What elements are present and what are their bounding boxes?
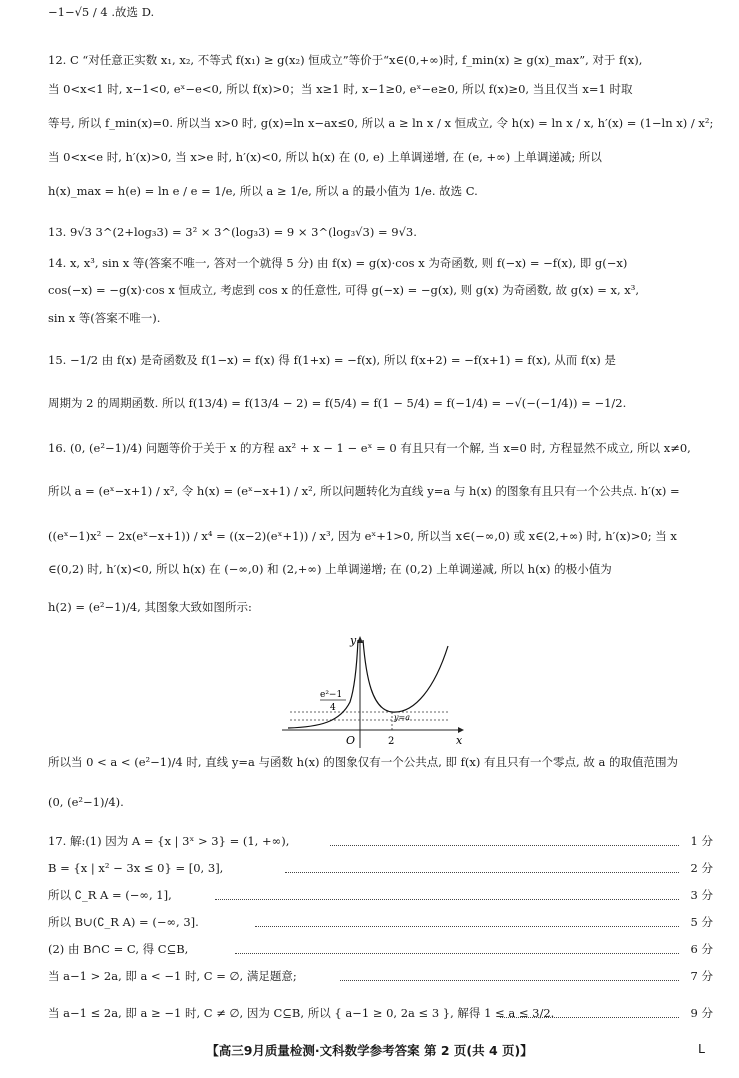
answer-line: 所以 ∁_R A = (−∞, 1],	[48, 888, 172, 902]
origin-label: O	[346, 734, 356, 747]
answer-line: 当 a−1 > 2a, 即 a < −1 时, C = ∅, 满足题意;	[48, 969, 297, 983]
score-mark: 2 分	[690, 861, 713, 875]
line-a-label: y=a	[394, 713, 410, 722]
y-axis-label: y	[350, 634, 357, 647]
answer-line: h(x)_max = h(e) = ln e / e = 1/e, 所以 a ≥ 1/e, 所以 a 的最小值为 1/e. 故选 C.	[48, 184, 478, 198]
corner-mark: L	[698, 1041, 705, 1056]
answer-line: (2) 由 B∩C = C, 得 C⊆B,	[48, 942, 189, 956]
answer-line: 所以 B∪(∁_R A) = (−∞, 3].	[48, 915, 199, 929]
answer-line: 当 a−1 ≤ 2a, 即 a ≥ −1 时, C ≠ ∅, 因为 C⊆B, 所以 { a−1 ≥ 0, 2a ≤ 3 }, 解得 1 ≤ a ≤ 3/2.	[48, 1006, 555, 1020]
answer-line: 周期为 2 的周期函数. 所以 f(13/4) = f(13/4 − 2) = f(5/4) = f(1 − 5/4) = f(−1/4) = −√(−(−1/4)) = −1/2.	[48, 396, 627, 410]
answer-line: 15. −1/2 由 f(x) 是奇函数及 f(1−x) = f(x) 得 f(1+x) = −f(x), 所以 f(x+2) = −f(x+1) = f(x), 从而 f(x) 是	[48, 353, 616, 367]
answer-line: 12. C “对任意正实数 x₁, x₂, 不等式 f(x₁) ≥ g(x₂) 恒成立”等价于“x∈(0,+∞)时, f_min(x) ≥ g(x)_max”, 对于 f(x),	[48, 53, 643, 67]
answer-line: 13. 9√3 3^(2+log₃3) = 3² × 3^(log₃3) = 9 × 3^(log₃√3) = 9√3.	[48, 225, 417, 239]
answer-line: ((eˣ−1)x² − 2x(eˣ−x+1)) / x⁴ = ((x−2)(eˣ+1)) / x³, 因为 eˣ+1>0, 所以当 x∈(−∞,0) 或 x∈(2,+∞) 时, h′(x)>0; 当 x	[48, 529, 677, 543]
dot-leader	[500, 1017, 679, 1018]
dot-leader	[285, 872, 679, 873]
answer-line: 所以当 0 < a < (e²−1)/4 时, 直线 y=a 与函数 h(x) 的图象仅有一个公共点, 即 f(x) 有且只有一个零点, 故 a 的取值范围为	[48, 755, 679, 769]
x-axis-arrow	[458, 727, 464, 733]
answer-line: 17. 解:(1) 因为 A = {x | 3ˣ > 3} = (1, +∞),	[48, 834, 290, 848]
answer-line: h(2) = (e²−1)/4, 其图象大致如图所示:	[48, 600, 252, 614]
dot-leader	[235, 953, 679, 954]
score-mark: 1 分	[690, 834, 713, 848]
left-branch	[288, 640, 358, 728]
dot-leader	[255, 926, 679, 927]
answer-line: 等号, 所以 f_min(x)=0. 所以当 x>0 时, g(x)=ln x−ax≤0, 所以 a ≥ ln x / x 恒成立, 令 h(x) = ln x / x, h′(x) = (1−ln x) / x²;	[48, 116, 714, 130]
dot-leader	[330, 845, 679, 846]
min-value-label-top: e²−1	[320, 690, 343, 700]
answer-line: ∈(0,2) 时, h′(x)<0, 所以 h(x) 在 (−∞,0) 和 (2,+∞) 上单调递增; 在 (0,2) 上单调递减, 所以 h(x) 的极小值为	[48, 562, 612, 576]
answer-line: cos(−x) = −g(x)·cos x 恒成立, 考虑到 cos x 的任意性, 可得 g(−x) = −g(x), 则 g(x) 为奇函数, 故 g(x) = x, x³,	[48, 283, 640, 297]
dot-leader	[340, 980, 679, 981]
answer-line: 当 0<x<e 时, h′(x)>0, 当 x>e 时, h′(x)<0, 所以 h(x) 在 (0, e) 上单调递增, 在 (e, +∞) 上单调递减; 所以	[48, 150, 602, 164]
answer-line: 14. x, x³, sin x 等(答案不唯一, 答对一个就得 5 分) 由 f(x) = g(x)·cos x 为奇函数, 则 f(−x) = −f(x), 即 g(−x)	[48, 256, 628, 270]
x-axis-label: x	[456, 734, 463, 747]
answer-line: sin x 等(答案不唯一).	[48, 311, 161, 325]
page-footer: 【高三9月质量检测·文科数学参考答案 第 2 页(共 4 页)】	[206, 1043, 533, 1058]
score-mark: 7 分	[690, 969, 713, 983]
answer-line: 当 0<x<1 时, x−1<0, eˣ−e<0, 所以 f(x)>0；当 x≥1 时, x−1≥0, eˣ−e≥0, 所以 f(x)≥0, 当且仅当 x=1 时取	[48, 82, 633, 96]
answer-line: −1−√5 / 4 .故选 D.	[48, 5, 155, 19]
dot-leader	[215, 899, 679, 900]
answer-line: B = {x | x² − 3x ≤ 0} = [0, 3],	[48, 861, 224, 875]
right-branch	[363, 640, 448, 712]
score-mark: 5 分	[690, 915, 713, 929]
answer-line: 16. (0, (e²−1)/4) 问题等价于关于 x 的方程 ax² + x − 1 − eˣ = 0 有且只有一个解, 当 x=0 时, 方程显然不成立, 所以 x≠0,	[48, 441, 691, 455]
score-mark: 6 分	[690, 942, 713, 956]
x-two-label: 2	[388, 736, 395, 747]
score-mark: 3 分	[690, 888, 713, 902]
answer-line: 所以 a = (eˣ−x+1) / x², 令 h(x) = (eˣ−x+1) / x², 所以问题转化为直线 y=a 与 h(x) 的图象有且只有一个公共点. h′(x) =	[48, 484, 680, 498]
function-graph	[280, 632, 470, 750]
score-mark: 9 分	[690, 1006, 713, 1020]
answer-line: (0, (e²−1)/4).	[48, 795, 124, 809]
min-value-label-bottom: 4	[330, 703, 336, 713]
